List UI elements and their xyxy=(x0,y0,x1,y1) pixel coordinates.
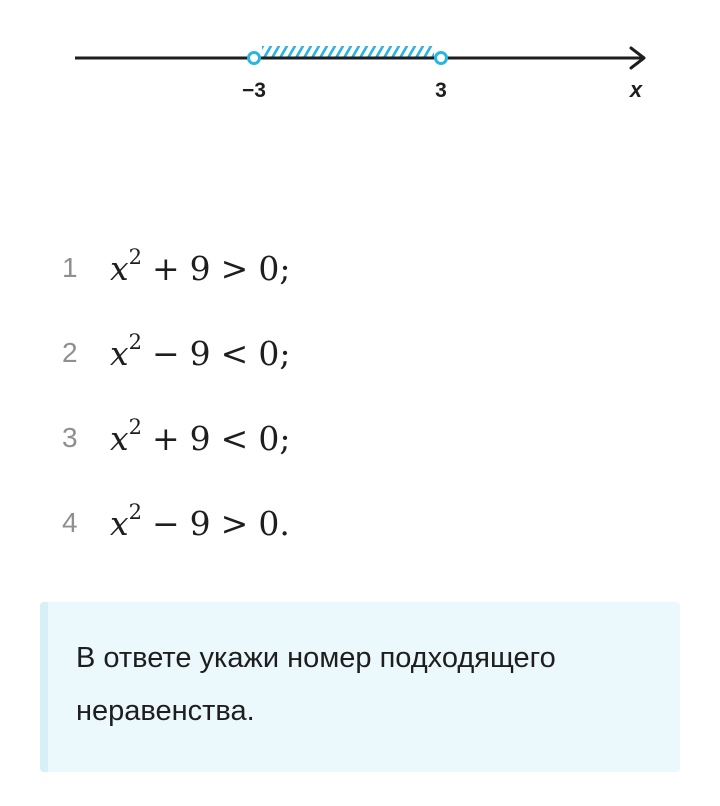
option-inequality: $x^2 + 9 < 0$; xyxy=(110,414,291,458)
option-inequality: $x^2 + 9 > 0$; xyxy=(110,244,291,288)
option-number: 1 xyxy=(62,252,78,283)
option-inequality: $x^2 - 9 < 0$; xyxy=(110,329,291,373)
open-point-left xyxy=(249,53,260,64)
number-line xyxy=(0,0,720,120)
axis-label: x xyxy=(629,77,643,102)
option-number: 3 xyxy=(62,422,78,453)
option-2[interactable] xyxy=(62,328,290,378)
option-3[interactable] xyxy=(62,413,290,463)
option-number: 2 xyxy=(62,337,78,368)
open-point-right xyxy=(436,53,447,64)
option-1[interactable] xyxy=(62,243,290,293)
option-4[interactable] xyxy=(62,498,290,548)
hint-accent-bar xyxy=(40,602,48,772)
option-inequality: $x^2 - 9 > 0$. xyxy=(110,499,290,543)
hint-text: В ответе укажи номер подходящего неравенства. xyxy=(76,642,556,727)
hint-box xyxy=(40,602,680,772)
shaded-interval xyxy=(262,46,434,57)
point-label-left: −3 xyxy=(242,79,266,102)
option-number: 4 xyxy=(62,507,78,538)
point-label-right: 3 xyxy=(435,79,447,102)
